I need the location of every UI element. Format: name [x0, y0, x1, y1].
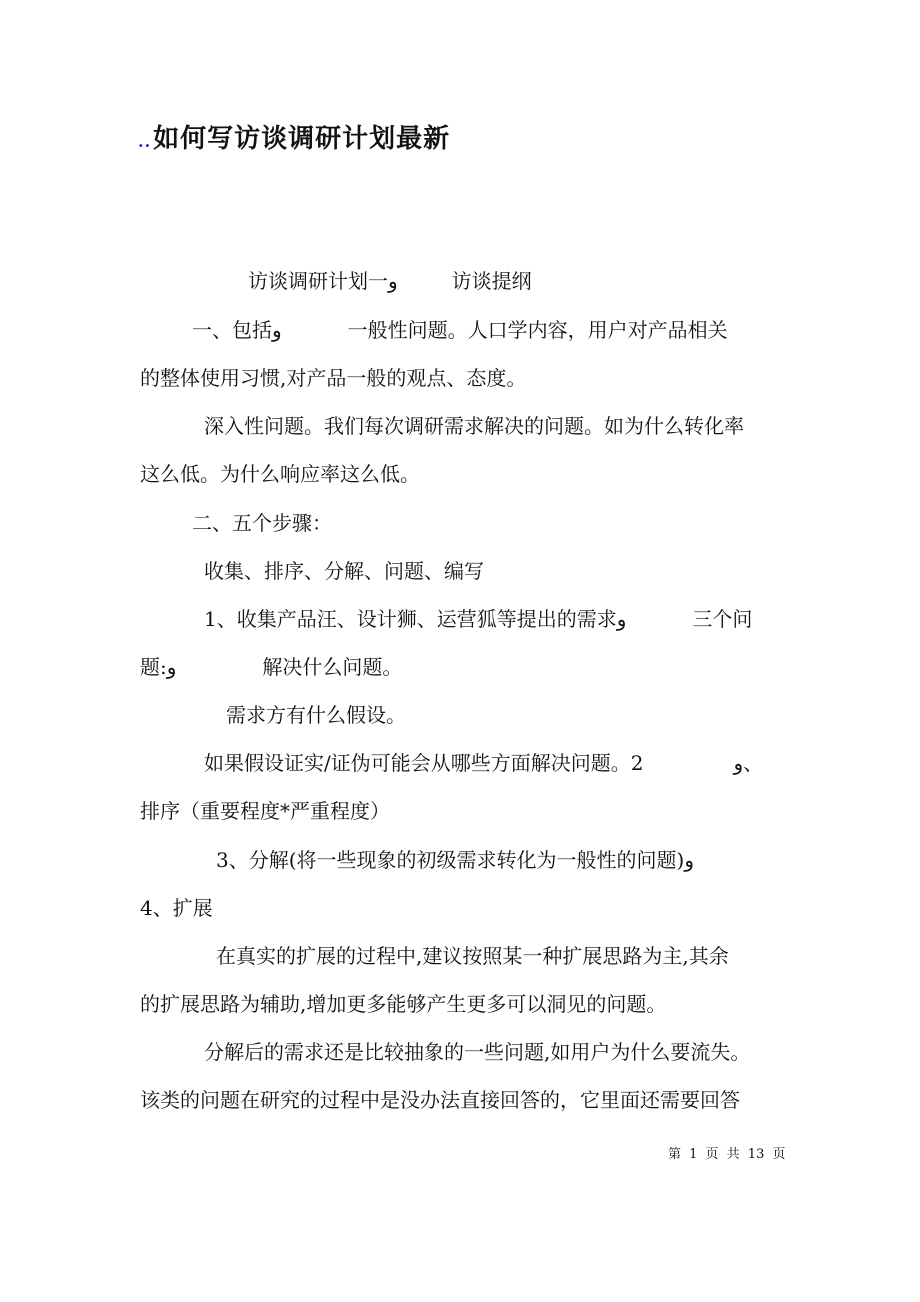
text-segment: 一般性问题。人口学内容，用户对产品相关: [347, 318, 728, 342]
paragraph-line: [140, 653, 402, 681]
paragraph-line: 收集、排序、分解、问题、编写: [204, 559, 484, 583]
paragraph-line: [204, 749, 763, 777]
text-segment: 访谈调研计划一: [248, 269, 388, 293]
paragraph-line: 分解后的需求还是比较抽象的一些问题,如用户为什么要流失。: [204, 1040, 751, 1064]
text-segment: و、: [733, 751, 764, 775]
text-segment: و: [684, 848, 695, 872]
section-heading: 二、五个步骤：: [192, 511, 332, 535]
document-title: [138, 118, 450, 155]
paragraph-line: 该类的问题在研究的过程中是没办法直接回答的，它里面还需要回答: [140, 1088, 740, 1112]
text-segment: 3、分解(将一些现象的初级需求转化为一般性的问题): [216, 848, 685, 872]
text-segment: 如果假设证实/证伪可能会从哪些方面解决问题。2: [204, 751, 644, 775]
text-segment: 一、包括: [192, 318, 272, 342]
text-segment: 三个问: [692, 607, 753, 631]
bullet-mark-icon: ․․: [138, 132, 152, 151]
section-heading: 4、扩展: [140, 896, 213, 920]
paragraph-line: 的整体使用习惯,对产品一般的观点、态度。: [140, 366, 527, 390]
paragraph-line: [192, 316, 728, 344]
section-heading-outline: [248, 267, 532, 295]
paragraph-line: 的扩展思路为辅助,增加更多能够产生更多可以洞见的问题。: [140, 992, 667, 1016]
text-segment: و: [272, 318, 282, 342]
text-segment: 解决什么问题。: [262, 655, 403, 679]
text-segment: و: [166, 655, 177, 679]
paragraph-line: 在真实的扩展的过程中,建议按照某一种扩展思路为主,其余: [216, 944, 729, 968]
title-text: 如何写访谈调研计划最新: [153, 124, 451, 154]
paragraph-line: 深入性问题。我们每次调研需求解决的问题。如为什么转化率: [204, 414, 744, 438]
text-segment: 题:: [140, 655, 167, 679]
paragraph-line: 需求方有什么假设。: [226, 703, 406, 727]
paragraph-line: 排序（重要程度*严重程度）: [140, 799, 390, 823]
text-segment: 访谈提纲: [451, 269, 532, 293]
text-segment: و: [616, 607, 627, 631]
paragraph-line: [216, 846, 694, 874]
text-segment: و: [388, 269, 398, 293]
paragraph-line: [204, 605, 752, 633]
paragraph-line: 这么低。为什么响应率这么低。: [140, 462, 420, 486]
text-segment: 1、收集产品汪、设计狮、运营狐等提出的需求: [204, 607, 617, 631]
page-footer: 第 1 页 共 13 页: [668, 1147, 786, 1162]
